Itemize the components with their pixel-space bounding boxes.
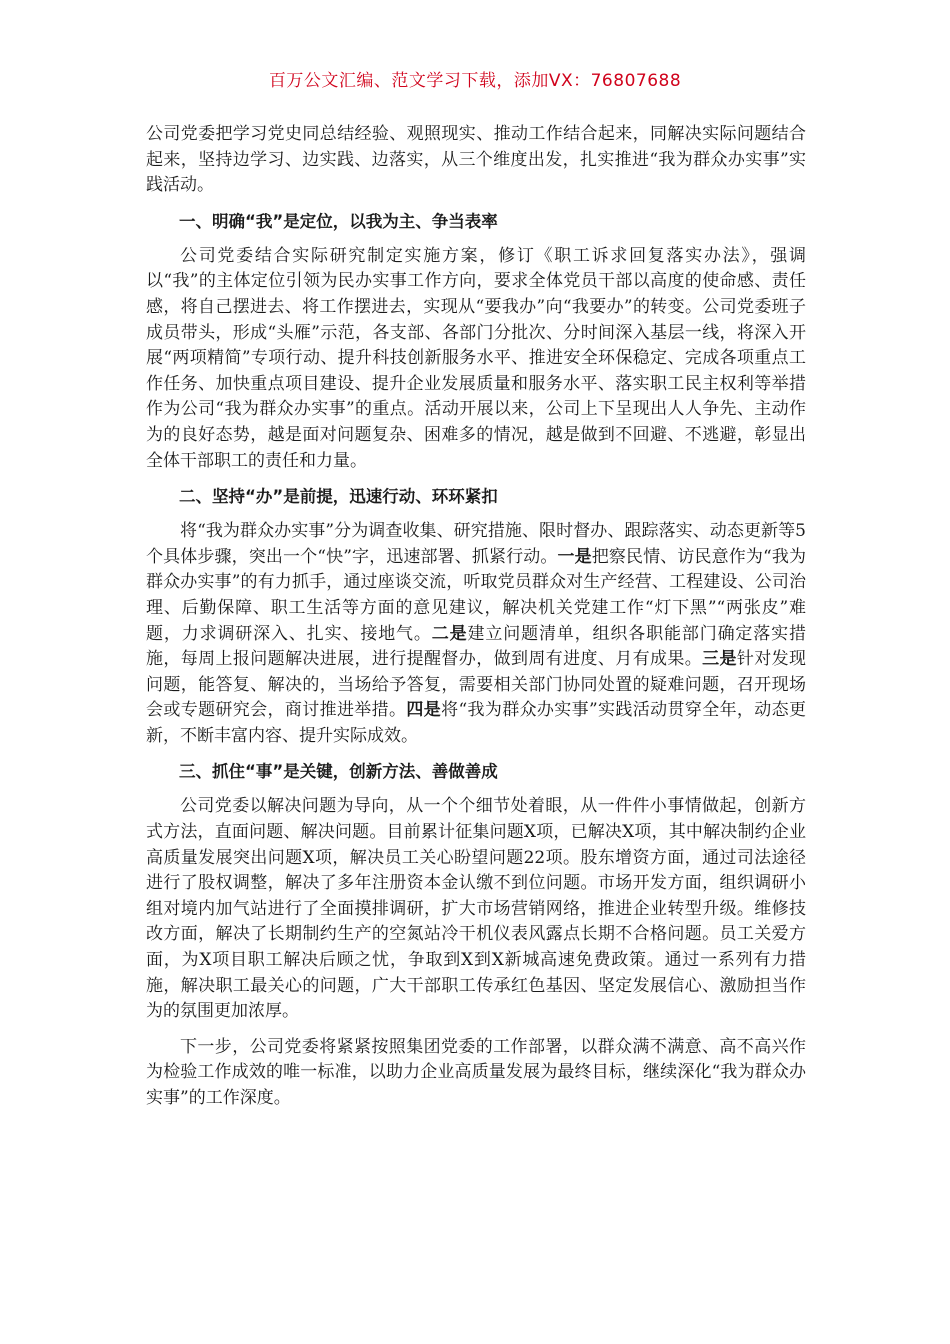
section-3-paragraph: 公司党委以解决问题为导向，从一个个细节处着眼，从一件件小事情做起，创新方式方法，直面问题、解决问题。目前累计征集问题X项，已解决X项，其中解决制约企业高质量发展突出问题X项，解决员工关心盼望问题22项。股东增资方面，通过司法途径进行了股权调整，解决了多年注册资本金认缴不到位问题。市场开发方面，组织调研小组对境内加气站进行了全面摸排调研，扩大市场营销网络，推进企业转型升级。维修技改方面，解决了长期制约生产的空氮站冷干机仪表风露点长期不合格问题。员工关爱方面，为X项目职工解决后顾之忧，争取到X到X新城高速免费政策。通过一系列有力措施，解决职工最关心的问题，广大干部职工传承红色基因、坚定发展信心、激励担当作为的氛围更加浓厚。 <box>146 796 806 1022</box>
section-3-heading: 三、抓住“事”是关键，创新方法、善做善成 <box>179 762 498 782</box>
header-banner: 百万公文汇编、范文学习下载，添加VX：76807688 <box>268 71 682 91</box>
section-1-heading: 一、明确“我”是定位，以我为主、争当表率 <box>179 211 498 231</box>
section-2-emphasis-2: 二是 <box>431 623 468 644</box>
section-2-text-d: 针对发现问题，能答复、解决的，当场给予答复，需要相关部门协同处置的疑难问题，召开现场会或专题研究会，商讨推进举措。 <box>146 649 807 721</box>
section-2-text-c: 建立问题清单，组织各职能部门确定落实措施，每周上报问题解决进展，进行提醒督办，做到周有进度、月有成果。 <box>146 623 807 670</box>
section-2-text-b: 把察民情、访民意作为“我为群众办实事”的有力抓手，通过座谈交流，听取党员群众对生产经营、工程建设、公司治理、后勤保障、职工生活等方面的意见建议，解决机关党建工作“灯下黑”“两张皮”难题，力求调研深入、扎实、接地气。 <box>146 546 806 644</box>
section-2-text-e: 将“我为群众办实事”实践活动贯穿全年，动态更新，不断丰富内容、提升实际成效。 <box>146 700 806 746</box>
section-1-paragraph: 公司党委结合实际研究制定实施方案，修订《职工诉求回复落实办法》，强调以“我”的主体定位引领为民办实事工作方向，要求全体党员干部以高度的使命感、责任感，将自己摆进去、将工作摆进去，实现从“要我办”向“我要办”的转变。公司党委班子成员带头，形成“头雁”示范，各支部、各部门分批次、分时间深入基层一线，将深入开展“两项精简”专项行动、提升科技创新服务水平、推进安全环保稳定、完成各项重点工作任务、加快重点项目建设、提升企业发展质量和服务水平、落实职工民主权利等举措作为公司“我为群众办实事”的重点。活动开展以来，公司上下呈现出人人争先、主动作为的良好态势，越是面对问题复杂、困难多的情况，越是做到不回避、不逃避，彰显出全体干部职工的责任和力量。 <box>146 245 806 471</box>
section-2-emphasis-1: 一是 <box>557 546 592 567</box>
section-2-emphasis-4: 四是 <box>406 700 442 721</box>
document-body <box>146 122 806 1122</box>
section-2-text-a: 将“我为群众办实事”分为调查收集、研究措施、限时督办、跟踪落实、动态更新等5个具体步骤，突出一个“快”字，迅速部署、抓紧行动。 <box>146 521 806 567</box>
section-2-emphasis-3: 三是 <box>702 649 737 670</box>
closing-paragraph: 下一步，公司党委将紧紧按照集团党委的工作部署，以群众满不满意、高不高兴作为检验工作成效的唯一标准，以助力企业高质量发展为最终目标，继续深化“我为群众办实事”的工作深度。 <box>146 1036 806 1108</box>
intro-paragraph: 公司党委把学习党史同总结经验、观照现实、推动工作结合起来，同解决实际问题结合起来，坚持边学习、边实践、边落实，从三个维度出发，扎实推进“我为群众办实事”实践活动。 <box>146 124 806 196</box>
section-2-paragraph <box>146 519 806 749</box>
section-2-heading: 二、坚持“办”是前提，迅速行动、环环紧扣 <box>179 487 498 507</box>
